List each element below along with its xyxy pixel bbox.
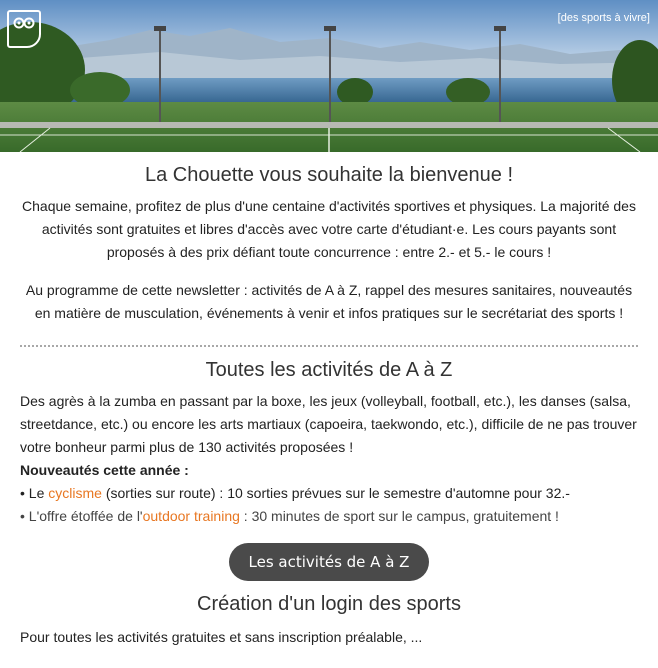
banner-tagline: [des sports à vivre] [557,12,650,24]
list-item-cyclisme: • Le cyclisme (sorties sur route) : 10 sorties prévues sur le semestre d'automne pour 32.- [20,485,570,501]
header-banner [0,0,658,152]
activities-intro: Des agrès à la zumba en passant par la boxe, les jeux (volleyball, football, etc.), les danses (salsa, streetdance, etc.) ou encore les arts martiaux (capoeira, taekwondo, etc.), difficile de ne pas trouver votre bonheur parmi plus de 130 activités proposées ! [20,393,637,455]
owl-logo-icon[interactable] [7,10,41,48]
welcome-paragraph-2: Au programme de cette newsletter : activités de A à Z, rappel des mesures sanitaires, nouveautés en matière de musculation, événements à venir et infos pratiques sur le secrétariat des sports ! [25,282,633,321]
list-item-outdoor-training: • L'offre étoffée de l'outdoor training : 30 minutes de sport sur le campus, gratuitement ! [20,508,559,524]
newsletter-content [0,164,658,649]
login-intro: Pour toutes les activités gratuites et sans inscription préalable, ... [20,629,423,645]
welcome-paragraph-1: Chaque semaine, profitez de plus d'une centaine d'activités sportives et physiques. La majorité des activités sont gratuites et libres d'accès avec votre carte d'étudiant·e. Les cours payants sont proposés à des prix défiant toute concurrence : entre 2.- et 5.- le cours ! [22,198,636,260]
cyclisme-link[interactable]: cyclisme [48,485,102,501]
outdoor-training-link[interactable]: outdoor training [142,508,240,524]
welcome-title: La Chouette vous souhaite la bienvenue ! [144,164,514,186]
section-divider [20,345,638,347]
activities-title: Toutes les activités de A à Z [205,359,453,381]
login-title: Création d'un login des sports [197,593,461,615]
new-this-year-heading: Nouveautés cette année : [20,462,189,478]
activities-a-z-button[interactable]: Les activités de A à Z [229,543,430,581]
